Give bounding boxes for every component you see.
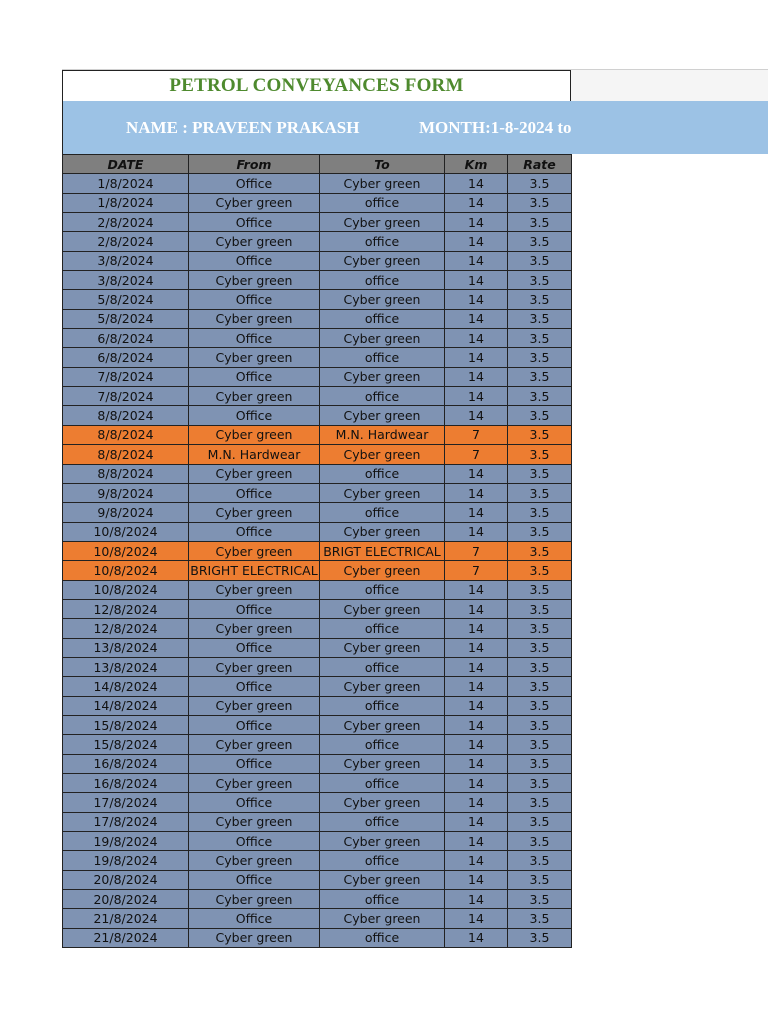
cell-km[interactable]: 14 [445, 715, 508, 734]
cell-to[interactable]: Cyber green [320, 832, 445, 851]
cell-rate[interactable]: 3.5 [508, 503, 572, 522]
cell-km[interactable]: 14 [445, 406, 508, 425]
cell-rate[interactable]: 3.5 [508, 928, 572, 947]
cell-to[interactable]: Cyber green [320, 638, 445, 657]
cell-from[interactable]: Office [189, 174, 320, 193]
cell-date[interactable]: 8/8/2024 [63, 445, 189, 464]
cell-to[interactable]: Cyber green [320, 445, 445, 464]
cell-date[interactable]: 7/8/2024 [63, 367, 189, 386]
cell-from[interactable]: Office [189, 715, 320, 734]
cell-rate[interactable]: 3.5 [508, 735, 572, 754]
cell-to[interactable]: office [320, 309, 445, 328]
cell-date[interactable]: 16/8/2024 [63, 754, 189, 773]
month-range: MONTH:1-8-2024 to [419, 118, 572, 137]
cell-rate[interactable]: 3.5 [508, 870, 572, 889]
cell-km[interactable]: 14 [445, 909, 508, 928]
cell-km[interactable]: 14 [445, 890, 508, 909]
cell-rate[interactable]: 3.5 [508, 677, 572, 696]
cell-rate[interactable]: 3.5 [508, 638, 572, 657]
cell-rate[interactable]: 3.5 [508, 483, 572, 502]
name-month-row[interactable] [62, 101, 768, 154]
table-row [63, 890, 572, 909]
title-row-extension [571, 70, 768, 101]
form-title: PETROL CONVEYANCES FORM [169, 75, 464, 96]
cell-to[interactable]: Cyber green [320, 870, 445, 889]
cell-rate[interactable]: 3.5 [508, 367, 572, 386]
cell-from[interactable]: Cyber green [189, 503, 320, 522]
cell-from[interactable]: Office [189, 406, 320, 425]
cell-date[interactable]: 8/8/2024 [63, 464, 189, 483]
cell-date[interactable]: 2/8/2024 [63, 213, 189, 232]
title-cell[interactable] [62, 70, 571, 101]
cell-date[interactable]: 6/8/2024 [63, 348, 189, 367]
cell-from[interactable]: Office [189, 599, 320, 618]
table-row [63, 483, 572, 502]
cell-from[interactable]: Office [189, 522, 320, 541]
table-row [63, 561, 572, 580]
cell-to[interactable]: Cyber green [320, 367, 445, 386]
table-row [63, 271, 572, 290]
cell-date[interactable]: 13/8/2024 [63, 638, 189, 657]
cell-rate[interactable]: 3.5 [508, 696, 572, 715]
cell-rate[interactable]: 3.5 [508, 174, 572, 193]
table-row [63, 329, 572, 348]
cell-km[interactable]: 14 [445, 387, 508, 406]
cell-to[interactable]: Cyber green [320, 483, 445, 502]
cell-from[interactable]: Cyber green [189, 271, 320, 290]
cell-to[interactable]: Cyber green [320, 290, 445, 309]
cell-rate[interactable]: 3.5 [508, 832, 572, 851]
cell-rate[interactable]: 3.5 [508, 271, 572, 290]
cell-to[interactable]: Cyber green [320, 754, 445, 773]
cell-km[interactable]: 14 [445, 774, 508, 793]
cell-to[interactable]: office [320, 812, 445, 831]
cell-km[interactable]: 14 [445, 290, 508, 309]
cell-rate[interactable]: 3.5 [508, 541, 572, 560]
cell-date[interactable]: 10/8/2024 [63, 561, 189, 580]
cell-to[interactable]: office [320, 580, 445, 599]
cell-km[interactable]: 14 [445, 367, 508, 386]
cell-rate[interactable]: 3.5 [508, 599, 572, 618]
cell-date[interactable]: 8/8/2024 [63, 425, 189, 444]
cell-to[interactable]: office [320, 928, 445, 947]
cell-to[interactable]: M.N. Hardwear [320, 425, 445, 444]
cell-from[interactable]: Office [189, 793, 320, 812]
cell-date[interactable]: 14/8/2024 [63, 696, 189, 715]
cell-rate[interactable]: 3.5 [508, 715, 572, 734]
table-row [63, 309, 572, 328]
cell-to[interactable]: office [320, 735, 445, 754]
cell-rate[interactable]: 3.5 [508, 329, 572, 348]
cell-to[interactable]: Cyber green [320, 793, 445, 812]
cell-km[interactable]: 14 [445, 696, 508, 715]
cell-km[interactable]: 14 [445, 735, 508, 754]
cell-rate[interactable]: 3.5 [508, 193, 572, 212]
cell-date[interactable]: 9/8/2024 [63, 503, 189, 522]
cell-rate[interactable]: 3.5 [508, 425, 572, 444]
cell-date[interactable]: 5/8/2024 [63, 290, 189, 309]
table-row [63, 445, 572, 464]
cell-from[interactable]: Cyber green [189, 619, 320, 638]
cell-to[interactable]: Cyber green [320, 715, 445, 734]
cell-date[interactable]: 1/8/2024 [63, 174, 189, 193]
header-row [63, 155, 572, 174]
table-row [63, 213, 572, 232]
cell-date[interactable]: 17/8/2024 [63, 812, 189, 831]
cell-km[interactable]: 14 [445, 657, 508, 676]
cell-from[interactable]: Cyber green [189, 928, 320, 947]
cell-rate[interactable]: 3.5 [508, 406, 572, 425]
cell-to[interactable]: office [320, 503, 445, 522]
cell-km[interactable]: 7 [445, 425, 508, 444]
cell-from[interactable]: Cyber green [189, 464, 320, 483]
cell-from[interactable]: Office [189, 251, 320, 270]
cell-from[interactable]: Cyber green [189, 348, 320, 367]
cell-rate[interactable]: 3.5 [508, 290, 572, 309]
table-row [63, 677, 572, 696]
cell-rate[interactable]: 3.5 [508, 387, 572, 406]
cell-date[interactable]: 17/8/2024 [63, 793, 189, 812]
cell-to[interactable]: office [320, 232, 445, 251]
table-row [63, 793, 572, 812]
table-row [63, 715, 572, 734]
cell-from[interactable]: Office [189, 290, 320, 309]
cell-km[interactable]: 14 [445, 793, 508, 812]
table-row [63, 657, 572, 676]
employee-name: NAME : PRAVEEN PRAKASH [126, 118, 360, 137]
cell-from[interactable]: Office [189, 638, 320, 657]
table-row [63, 638, 572, 657]
cell-date[interactable]: 15/8/2024 [63, 715, 189, 734]
cell-date[interactable]: 10/8/2024 [63, 580, 189, 599]
cell-rate[interactable]: 3.5 [508, 561, 572, 580]
cell-from[interactable]: Office [189, 367, 320, 386]
table-row [63, 599, 572, 618]
cell-km[interactable]: 7 [445, 561, 508, 580]
table-row [63, 754, 572, 773]
cell-to[interactable]: Cyber green [320, 213, 445, 232]
cell-from[interactable]: BRIGHT ELECTRICAL [189, 561, 320, 580]
cell-date[interactable]: 21/8/2024 [63, 909, 189, 928]
cell-from[interactable]: Cyber green [189, 387, 320, 406]
cell-to[interactable]: Cyber green [320, 251, 445, 270]
cell-rate[interactable]: 3.5 [508, 251, 572, 270]
table-row [63, 774, 572, 793]
cell-km[interactable]: 14 [445, 464, 508, 483]
cell-km[interactable]: 14 [445, 174, 508, 193]
cell-from[interactable]: Cyber green [189, 309, 320, 328]
cell-to[interactable]: office [320, 348, 445, 367]
cell-date[interactable]: 10/8/2024 [63, 541, 189, 560]
table-row [63, 387, 572, 406]
cell-rate[interactable]: 3.5 [508, 890, 572, 909]
cell-to[interactable]: Cyber green [320, 561, 445, 580]
cell-km[interactable]: 14 [445, 638, 508, 657]
cell-to[interactable]: office [320, 193, 445, 212]
cell-from[interactable]: M.N. Hardwear [189, 445, 320, 464]
cell-to[interactable]: office [320, 387, 445, 406]
cell-to[interactable]: office [320, 271, 445, 290]
cell-date[interactable]: 3/8/2024 [63, 271, 189, 290]
cell-rate[interactable]: 3.5 [508, 309, 572, 328]
title-row [62, 69, 768, 101]
cell-date[interactable]: 10/8/2024 [63, 522, 189, 541]
cell-to[interactable]: BRIGT ELECTRICAL [320, 541, 445, 560]
cell-date[interactable]: 3/8/2024 [63, 251, 189, 270]
table-row [63, 232, 572, 251]
cell-to[interactable]: office [320, 851, 445, 870]
cell-from[interactable]: Office [189, 213, 320, 232]
cell-rate[interactable]: 3.5 [508, 812, 572, 831]
cell-to[interactable]: Cyber green [320, 174, 445, 193]
table-body [63, 174, 572, 948]
cell-from[interactable]: Cyber green [189, 812, 320, 831]
table-row [63, 464, 572, 483]
cell-km[interactable]: 14 [445, 580, 508, 599]
cell-rate[interactable]: 3.5 [508, 213, 572, 232]
column-header-from[interactable]: From [189, 155, 320, 174]
cell-to[interactable]: Cyber green [320, 522, 445, 541]
cell-from[interactable]: Office [189, 483, 320, 502]
cell-km[interactable]: 14 [445, 677, 508, 696]
table-row [63, 870, 572, 889]
column-header-date[interactable]: DATE [63, 155, 189, 174]
cell-rate[interactable]: 3.5 [508, 657, 572, 676]
cell-from[interactable]: Cyber green [189, 890, 320, 909]
cell-km[interactable]: 7 [445, 445, 508, 464]
cell-date[interactable]: 2/8/2024 [63, 232, 189, 251]
cell-date[interactable]: 14/8/2024 [63, 677, 189, 696]
cell-to[interactable]: Cyber green [320, 599, 445, 618]
cell-rate[interactable]: 3.5 [508, 348, 572, 367]
cell-to[interactable]: Cyber green [320, 329, 445, 348]
cell-rate[interactable]: 3.5 [508, 619, 572, 638]
cell-km[interactable]: 14 [445, 193, 508, 212]
cell-date[interactable]: 19/8/2024 [63, 832, 189, 851]
cell-from[interactable]: Office [189, 329, 320, 348]
cell-rate[interactable]: 3.5 [508, 445, 572, 464]
cell-km[interactable]: 14 [445, 251, 508, 270]
cell-date[interactable]: 6/8/2024 [63, 329, 189, 348]
cell-to[interactable]: office [320, 774, 445, 793]
cell-date[interactable]: 19/8/2024 [63, 851, 189, 870]
cell-date[interactable]: 12/8/2024 [63, 619, 189, 638]
cell-rate[interactable]: 3.5 [508, 464, 572, 483]
table-row [63, 193, 572, 212]
cell-from[interactable]: Cyber green [189, 735, 320, 754]
table-row [63, 406, 572, 425]
table-row [63, 928, 572, 947]
cell-rate[interactable]: 3.5 [508, 774, 572, 793]
table-row [63, 851, 572, 870]
cell-from[interactable]: Cyber green [189, 657, 320, 676]
table-row [63, 290, 572, 309]
cell-km[interactable]: 14 [445, 599, 508, 618]
table-row [63, 503, 572, 522]
cell-km[interactable]: 14 [445, 271, 508, 290]
cell-from[interactable]: Cyber green [189, 774, 320, 793]
cell-km[interactable]: 14 [445, 522, 508, 541]
cell-km[interactable]: 14 [445, 851, 508, 870]
cell-km[interactable]: 7 [445, 541, 508, 560]
cell-km[interactable]: 14 [445, 503, 508, 522]
cell-to[interactable]: office [320, 890, 445, 909]
cell-date[interactable]: 20/8/2024 [63, 890, 189, 909]
cell-km[interactable]: 14 [445, 870, 508, 889]
table-row [63, 832, 572, 851]
cell-date[interactable]: 9/8/2024 [63, 483, 189, 502]
cell-date[interactable]: 21/8/2024 [63, 928, 189, 947]
cell-to[interactable]: office [320, 464, 445, 483]
cell-km[interactable]: 14 [445, 483, 508, 502]
cell-km[interactable]: 14 [445, 832, 508, 851]
table-row [63, 425, 572, 444]
cell-from[interactable]: Office [189, 870, 320, 889]
cell-date[interactable]: 15/8/2024 [63, 735, 189, 754]
cell-rate[interactable]: 3.5 [508, 754, 572, 773]
table-row [63, 251, 572, 270]
cell-date[interactable]: 20/8/2024 [63, 870, 189, 889]
table-row [63, 696, 572, 715]
table-row [63, 812, 572, 831]
table-row [63, 580, 572, 599]
cell-from[interactable]: Cyber green [189, 425, 320, 444]
table-row [63, 522, 572, 541]
cell-date[interactable]: 16/8/2024 [63, 774, 189, 793]
table-row [63, 909, 572, 928]
cell-from[interactable]: Cyber green [189, 696, 320, 715]
cell-rate[interactable]: 3.5 [508, 909, 572, 928]
cell-to[interactable]: office [320, 657, 445, 676]
table-row [63, 367, 572, 386]
cell-rate[interactable]: 3.5 [508, 851, 572, 870]
cell-km[interactable]: 14 [445, 348, 508, 367]
cell-from[interactable]: Office [189, 909, 320, 928]
cell-km[interactable]: 14 [445, 232, 508, 251]
cell-rate[interactable]: 3.5 [508, 793, 572, 812]
cell-km[interactable]: 14 [445, 619, 508, 638]
cell-date[interactable]: 7/8/2024 [63, 387, 189, 406]
cell-from[interactable]: Office [189, 832, 320, 851]
cell-to[interactable]: office [320, 696, 445, 715]
cell-km[interactable]: 14 [445, 812, 508, 831]
cell-rate[interactable]: 3.5 [508, 522, 572, 541]
table-row [63, 541, 572, 560]
table-row [63, 735, 572, 754]
cell-rate[interactable]: 3.5 [508, 232, 572, 251]
cell-km[interactable]: 14 [445, 329, 508, 348]
cell-rate[interactable]: 3.5 [508, 580, 572, 599]
column-header-km[interactable]: Km [445, 155, 508, 174]
cell-from[interactable]: Cyber green [189, 851, 320, 870]
table-row [63, 174, 572, 193]
spreadsheet [62, 69, 768, 948]
cell-to[interactable]: Cyber green [320, 406, 445, 425]
cell-km[interactable]: 14 [445, 928, 508, 947]
cell-date[interactable]: 12/8/2024 [63, 599, 189, 618]
column-header-rate[interactable]: Rate [508, 155, 572, 174]
cell-date[interactable]: 8/8/2024 [63, 406, 189, 425]
cell-km[interactable]: 14 [445, 309, 508, 328]
cell-to[interactable]: Cyber green [320, 677, 445, 696]
cell-from[interactable]: Office [189, 677, 320, 696]
cell-km[interactable]: 14 [445, 754, 508, 773]
table-row [63, 348, 572, 367]
cell-from[interactable]: Cyber green [189, 541, 320, 560]
cell-km[interactable]: 14 [445, 213, 508, 232]
cell-from[interactable]: Office [189, 754, 320, 773]
cell-to[interactable]: Cyber green [320, 909, 445, 928]
cell-date[interactable]: 5/8/2024 [63, 309, 189, 328]
table-row [63, 619, 572, 638]
cell-date[interactable]: 1/8/2024 [63, 193, 189, 212]
cell-from[interactable]: Cyber green [189, 193, 320, 212]
column-header-to[interactable]: To [320, 155, 445, 174]
cell-to[interactable]: office [320, 619, 445, 638]
cell-date[interactable]: 13/8/2024 [63, 657, 189, 676]
cell-from[interactable]: Cyber green [189, 580, 320, 599]
conveyance-table [62, 154, 572, 948]
cell-from[interactable]: Cyber green [189, 232, 320, 251]
